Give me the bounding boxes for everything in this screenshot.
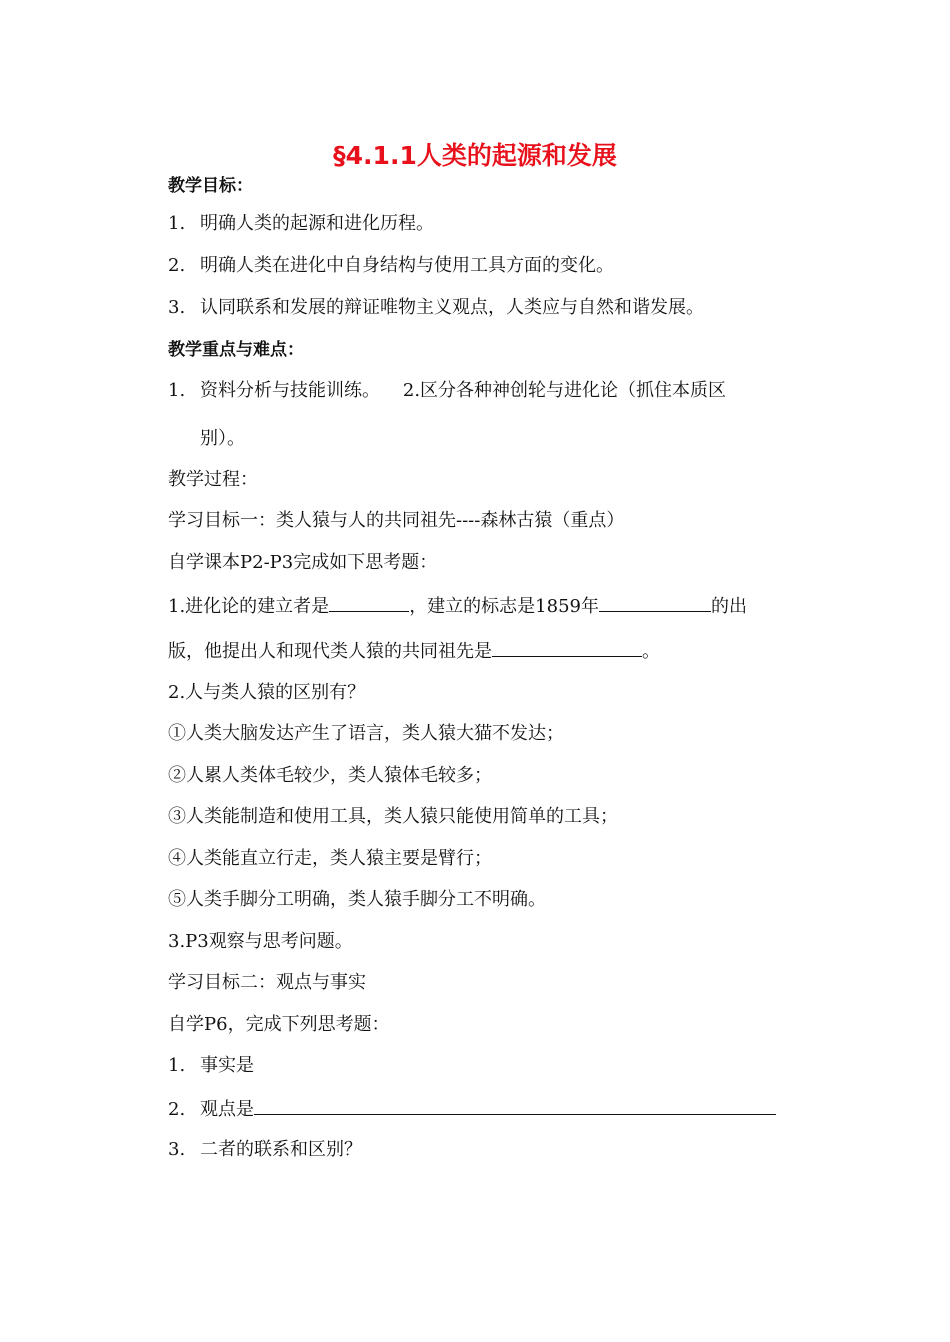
question-2: 2.人与类人猿的区别有？ [168, 682, 366, 703]
q1-text-e: 。 [642, 641, 660, 662]
difference-item-3: ③人类能制造和使用工具，类人猿只能使用简单的工具； [168, 806, 618, 827]
self-study-2: 自学P6，完成下列思考题： [168, 1014, 390, 1035]
learning-target-1: 学习目标一：类人猿与人的共同祖先----森林古猿（重点） [168, 510, 625, 531]
process-heading: 教学过程： [168, 469, 258, 490]
q1-blank-book[interactable] [599, 593, 711, 612]
goal-text-3: 认同联系和发展的辩证唯物主义观点，人类应与自然和谐发展。 [200, 297, 704, 318]
key-heading: 教学重点与难点： [168, 340, 304, 360]
q1-text-b: ，建立的标志是1859年 [409, 596, 599, 617]
difference-item-1: ①人类大脑发达产生了语言，类人猿大猫不发达； [168, 723, 564, 744]
relation-text: 二者的联系和区别？ [200, 1139, 362, 1160]
q1-blank-founder[interactable] [329, 593, 409, 612]
goal-item-2 [168, 254, 614, 278]
q1-text-d: 版，他提出人和现代类人猿的共同祖先是 [168, 641, 492, 662]
relation-num: 3. [168, 1139, 186, 1160]
learning-target-2: 学习目标二：观点与事实 [168, 972, 366, 993]
difference-item-5: ⑤人类手脚分工明确，类人猿手脚分工不明确。 [168, 889, 546, 910]
goal-num-2: 2. [168, 255, 186, 276]
goal-item-1 [168, 212, 434, 236]
q1-text-a: 1.进化论的建立者是 [168, 596, 330, 617]
document-title: §4.1.1人类的起源和发展 [333, 141, 617, 170]
goal-text-2: 明确人类在进化中自身结构与使用工具方面的变化。 [200, 255, 614, 276]
q1-text-c: 的出 [711, 596, 747, 617]
difference-item-4: ④人类能直立行走，类人猿主要是臂行； [168, 848, 492, 869]
fact-item [168, 1054, 254, 1078]
key-text-1: 资料分析与技能训练。 2.区分各种神创轮与进化论（抓住本质区 [200, 380, 727, 401]
goal-num-1: 1. [168, 213, 186, 234]
key-text-2: 别）。 [200, 428, 245, 449]
goal-num-3: 3. [168, 297, 186, 318]
fact-text: 事实是 [200, 1055, 254, 1076]
question-1-line1 [168, 593, 747, 619]
opinion-text: 观点是 [200, 1099, 254, 1120]
question-1-line2 [168, 638, 660, 664]
difference-item-2: ②人累人类体毛较少，类人猿体毛较多； [168, 765, 492, 786]
goal-item-3 [168, 296, 704, 320]
question-3: 3.P3观察与思考问题。 [168, 931, 353, 952]
opinion-blank[interactable] [254, 1096, 776, 1115]
opinion-item [168, 1096, 776, 1122]
goal-text-1: 明确人类的起源和进化历程。 [200, 213, 434, 234]
fact-num: 1. [168, 1055, 186, 1076]
opinion-num: 2. [168, 1099, 186, 1120]
key-num: 1. [168, 380, 186, 401]
self-study-1: 自学课本P2-P3完成如下思考题： [168, 552, 438, 573]
goals-heading: 教学目标： [168, 176, 253, 196]
relation-item [168, 1138, 362, 1162]
q1-blank-ancestor[interactable] [492, 638, 642, 657]
key-item-line1 [168, 379, 726, 403]
